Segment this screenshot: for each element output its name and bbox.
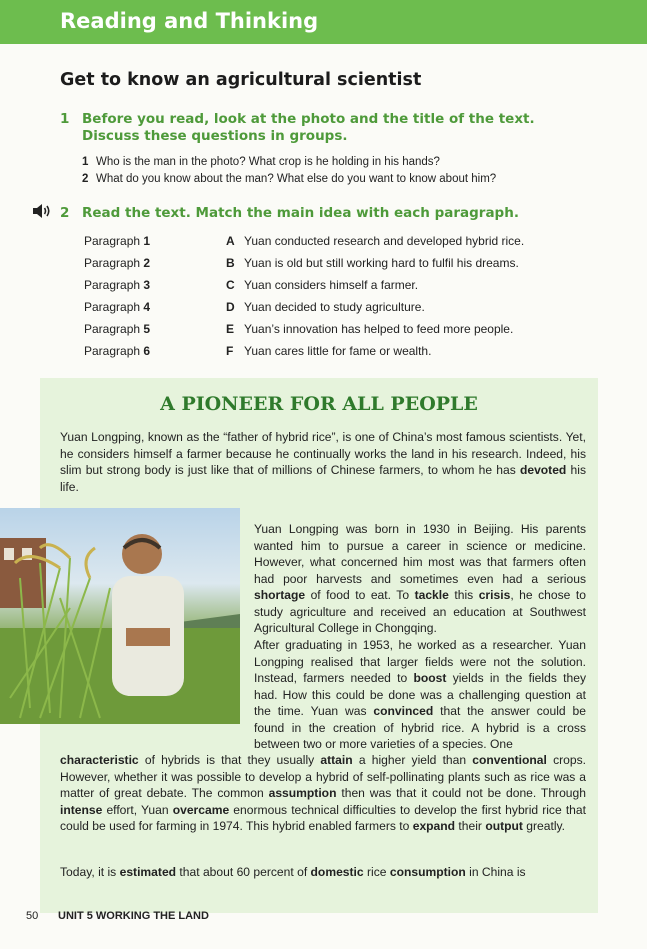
main-idea: Yuan is old but still working hard to fulfil his dreams. (244, 256, 519, 270)
main-idea: Yuan considers himself a farmer. (244, 278, 419, 292)
task-2 (60, 205, 582, 222)
main-idea: Yuan cares little for fame or wealth. (244, 344, 432, 358)
question-1-number: 1 (82, 156, 89, 168)
article-title: A PIONEER FOR ALL PEOPLE (160, 393, 478, 415)
match-letter: E (226, 322, 235, 336)
article-paragraph-3: After graduating in 1953, he worked as a researcher. Yuan Longping realised that larger fields were not the solution. Instead, farmers needed to boost yields in the fields they had. How this could be done was a challenging question at the time. Yuan was convinced that the answer could be found in the creation of hybrid rice. A hybrid is a cross between two or more varieties of a species. One (254, 638, 586, 751)
task-1 (60, 111, 582, 145)
match-letter: D (226, 300, 235, 314)
task-2-number: 2 (60, 205, 70, 221)
photo-farmer-with-rice (0, 508, 240, 724)
main-idea: Yuan conducted research and developed hybrid rice. (244, 234, 525, 248)
question-2 (82, 173, 496, 185)
main-idea: Yuan decided to study agriculture. (244, 300, 425, 314)
section-banner (0, 0, 647, 44)
article-paragraph-4: Today, it is estimated that about 60 percent of domestic rice consumption in China is (60, 865, 526, 879)
main-idea: Yuan’s innovation has helped to feed more people. (244, 322, 514, 336)
speaker-icon[interactable] (32, 203, 52, 219)
page-subtitle: Get to know an agricultural scientist (60, 70, 422, 90)
article-paragraph-1: Yuan Longping, known as the “father of hybrid rice”, is one of China’s most famous scientists. Yet, he considers himself a farmer because he continually works the land in his research. Indeed, his slim but strong body is just like that of millions of Chinese farmers, to whom he has devoted his life. (60, 430, 586, 494)
unit-label: UNIT 5 WORKING THE LAND (58, 910, 209, 922)
question-1-text: Who is the man in the photo? What crop is he holding in his hands? (96, 156, 440, 168)
task-1-instruction: Before you read, look at the photo and the title of the text. Discuss these questions in groups. (82, 111, 535, 144)
question-2-number: 2 (82, 173, 89, 185)
question-1 (82, 156, 440, 168)
match-letter: A (226, 234, 235, 248)
article-paragraph-2: Yuan Longping was born in 1930 in Beijing. His parents wanted him to pursue a career in science or medicine. However, what concerned him most was that farmers often had poor harvests and sometimes even had a serious shortage of food to eat. To tackle this crisis, he chose to study agriculture and received an education at Southwest Agricultural College in Chongqing. (254, 522, 587, 635)
match-letter: B (226, 256, 235, 270)
match-letter: F (226, 344, 234, 358)
task-2-instruction: Read the text. Match the main idea with each paragraph. (82, 205, 519, 221)
match-letter: C (226, 278, 235, 292)
task-1-number: 1 (60, 111, 70, 127)
article-paragraph-3-continued: characteristic of hybrids is that they usually attain a higher yield than conventional crops. However, whether it was possible to develop a hybrid of self-pollinating plants such as rice was a matter of great debate. The common assumption then was that it could not be done. Through intense effort, Yuan overcame enormous technical difficulties to develop the first hybrid rice that could be used for farming in 1974. This hybrid enabled farmers to expand their output greatly. (60, 753, 586, 833)
section-title: Reading and Thinking (60, 9, 319, 33)
question-2-text: What do you know about the man? What else do you want to know about him? (96, 173, 497, 185)
page-number: 50 (26, 910, 39, 922)
